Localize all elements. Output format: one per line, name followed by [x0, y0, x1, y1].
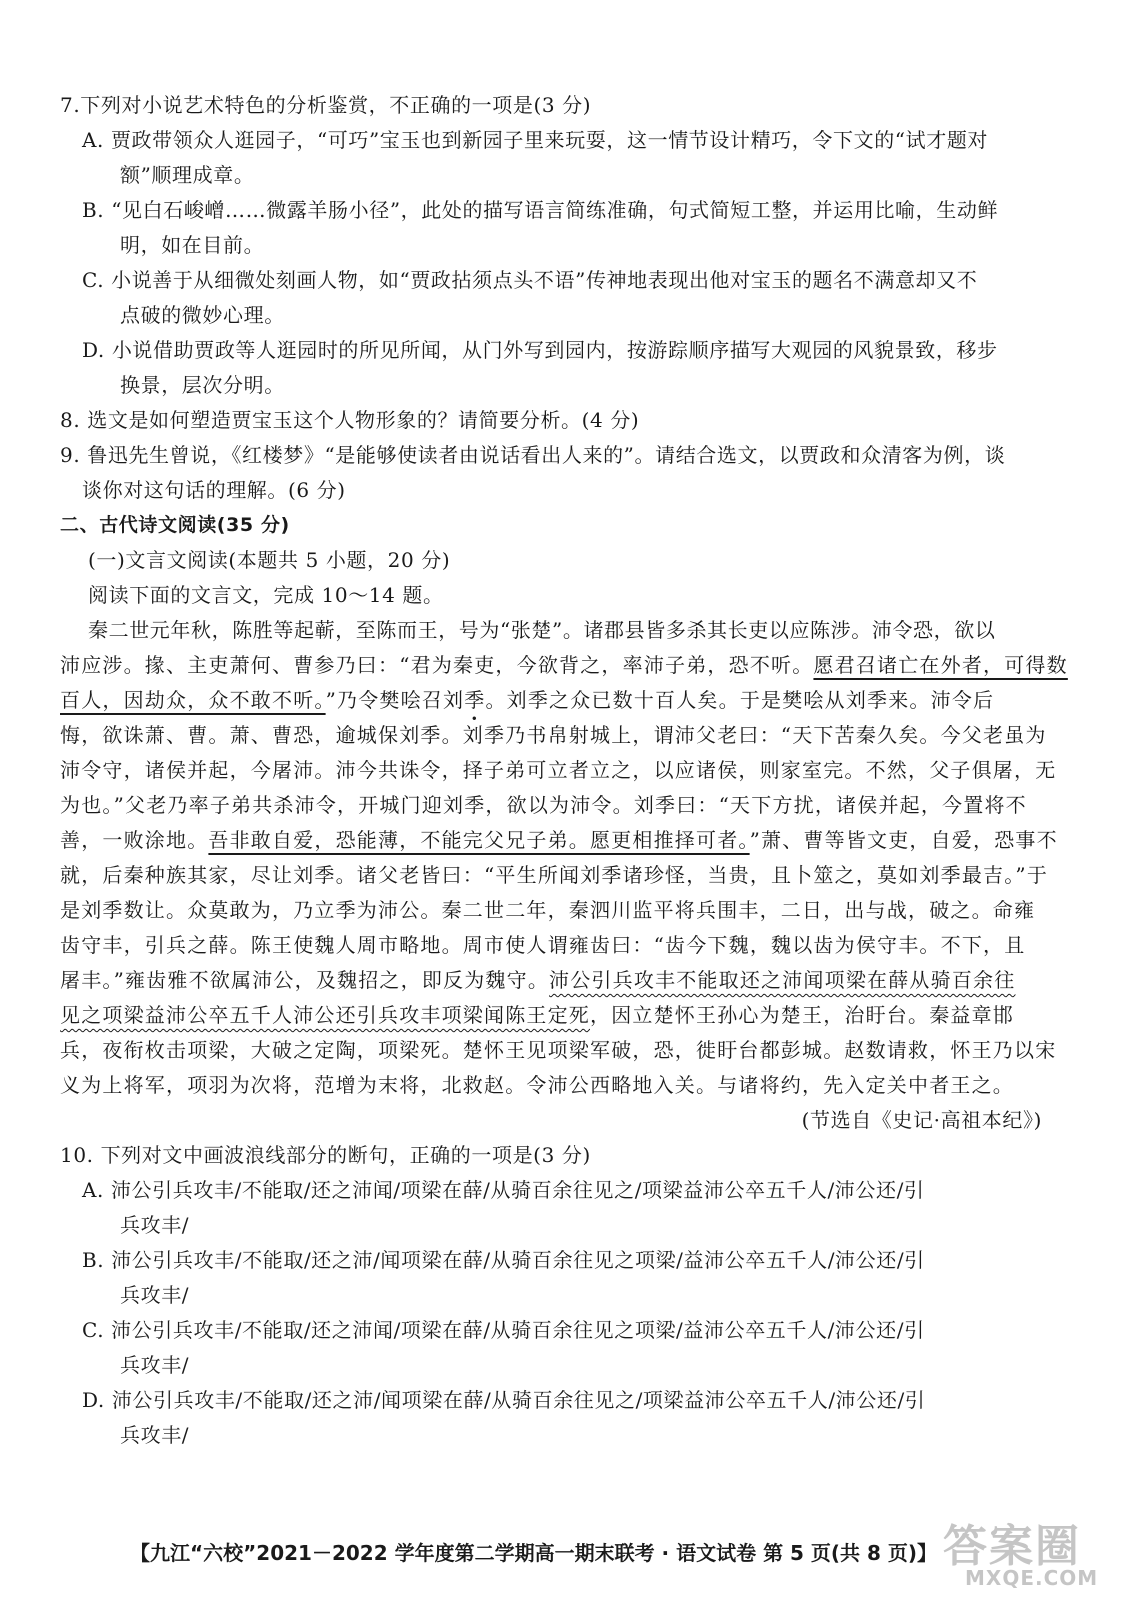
question-7-option-d: D. 小说借助贾政等人逛园时的所见所闻，从门外写到园内，按游踪顺序描写大观园的风貌景致，移步 [82, 338, 998, 362]
question-7-option-b-cont: 明，如在目前。 [120, 233, 265, 257]
watermark-text: 答案圈 [943, 1521, 1081, 1572]
reading-instruction: 阅读下面的文言文，完成 10～14 题。 [88, 583, 444, 607]
passage-line: 是刘季数让。众莫敢为，乃立季为沛公。秦二世二年，秦泗川监平将兵围丰，二日，出与战，破之。命雍 [60, 898, 1036, 922]
question-7-option-a-cont: 额”顺理成章。 [120, 163, 255, 187]
question-10-option-a-cont: 兵攻丰/ [120, 1213, 190, 1237]
question-8: 8. 选文是如何塑造贾宝玉这个人物形象的？请简要分析。(4 分) [60, 408, 640, 432]
question-7-option-c: C. 小说善于从细微处刻画人物，如“贾政拈须点头不语”传神地表现出他对宝玉的题名不满意却又不 [82, 268, 978, 292]
question-7-stem: 7.下列对小说艺术特色的分析鉴赏，不正确的一项是(3 分) [60, 93, 592, 117]
question-9: 9. 鲁迅先生曾说，《红楼梦》“是能够使读者由说话看出人来的”。请结合选文，以贾政和众清客为例，谈 [60, 443, 1006, 467]
question-7-option-d-cont: 换景，层次分明。 [120, 373, 285, 397]
wavy-underlined-text: 沛公引兵攻丰不能取还之沛闻项梁在薛从骑百余往 [549, 968, 1016, 992]
question-10-option-b-cont: 兵攻丰/ [120, 1283, 190, 1307]
question-10-option-c: C. 沛公引兵攻丰/不能取/还之沛闻/项梁在薛/从骑百余往见之项梁/益沛公卒五千人/沛公还/引 [82, 1318, 925, 1342]
question-10-option-d: D. 沛公引兵攻丰/不能取/还之沛/闻项梁在薛/从骑百余往见之/项梁益沛公卒五千人/沛公还/引 [82, 1388, 926, 1412]
subsection-heading: (一)文言文阅读(本题共 5 小题，20 分) [88, 548, 451, 572]
question-10-option-a: A. 沛公引兵攻丰/不能取/还之沛闻/项梁在薛/从骑百余往见之/项梁益沛公卒五千人/沛公还/引 [82, 1178, 925, 1202]
passage-line: 善，一败涂地。吾非敢自爱，恐能薄，不能完父兄子弟。愿更相推择可者。”萧、曹等皆文吏，自爱，恐事不 [60, 828, 1058, 852]
wavy-underlined-text: 见之项梁益沛公卒五千人沛公还引兵攻丰项梁闻陈王定死 [60, 1003, 590, 1027]
underlined-sentence: 愿君召诸亡在外者，可得数 [813, 653, 1068, 677]
page-footer [130, 1538, 1030, 1568]
underlined-sentence: 吾非敢自爱，恐能薄，不能完父兄子弟。愿更相推择可者。 [208, 828, 750, 852]
footer-right-bracket: 】 [917, 1541, 938, 1565]
passage-line: 悔，欲诛萧、曹。萧、曹恐，逾城保刘季。刘季乃书帛射城上，谓沛父老曰：“天下苦秦久矣。今父老虽为 [60, 723, 1047, 747]
passage-line: 百人，因劫众，众不敢不听。”乃令樊哙召刘季。刘季之众已数十百人矣。于是樊哙从刘季来。沛令后 [60, 688, 995, 712]
question-7-option-b: B. “见白石峻嶒……微露羊肠小径”，此处的描写语言简练准确，句式简短工整，并运用比喻，生动鲜 [82, 198, 999, 222]
passage-line: 沛令守，诸侯并起，今屠沛。沛今共诛令，择子弟可立者立之，以应诸侯，则家室完。不然，父子俱屠，无 [60, 758, 1057, 782]
dotted-character: 季 [464, 688, 486, 712]
question-7-option-c-cont: 点破的微妙心理。 [120, 303, 285, 327]
question-10-option-d-cont: 兵攻丰/ [120, 1423, 190, 1447]
underlined-sentence: 百人，因劫众，众不敢不听。 [60, 688, 326, 712]
passage-line: 屠丰。”雍齿雅不欲属沛公，及魏招之，即反为魏守。沛公引兵攻丰不能取还之沛闻项梁在薛从骑百余往 [60, 968, 1016, 992]
section-heading: 二、古代诗文阅读(35 分) [60, 514, 290, 536]
question-10-option-c-cont: 兵攻丰/ [120, 1353, 190, 1377]
passage-line: 齿守丰，引兵之薛。陈王使魏人周市略地。周市使人谓雍齿曰：“齿今下魏，魏以齿为侯守丰。不下，且 [60, 933, 1026, 957]
watermark-logo [935, 1510, 1125, 1595]
question-9-cont: 谈你对这句话的理解。(6 分) [82, 478, 346, 502]
passage-source: (节选自《史记·高祖本纪》) [801, 1108, 1042, 1132]
passage-line: 沛应涉。掾、主吏萧何、曹参乃曰：“君为秦吏，今欲背之，率沛子弟，恐不听。愿君召诸亡在外者，可得数 [60, 653, 1068, 677]
footer-text: 九江“六校”2021－2022 学年度第二学期高一期末联考 · 语文试卷 第 5 页(共 8 页) [150, 1541, 918, 1565]
question-10-option-b: B. 沛公引兵攻丰/不能取/还之沛/闻项梁在薛/从骑百余往见之项梁/益沛公卒五千人/沛公还/引 [82, 1248, 925, 1272]
passage-line: 秦二世元年秋，陈胜等起蕲，至陈而王，号为“张楚”。诸郡县皆多杀其长吏以应陈涉。沛令恐，欲以 [88, 618, 996, 642]
watermark-url: MXQE.COM [965, 1566, 1099, 1590]
passage-line: 为也。”父老乃率子弟共杀沛令，开城门迎刘季，欲以为沛令。刘季曰：“天下方扰，诸侯并起，今置将不 [60, 793, 1027, 817]
question-7-option-a: A. 贾政带领众人逛园子，“可巧”宝玉也到新园子里来玩耍，这一情节设计精巧，令下文的“试才题对 [82, 128, 989, 152]
passage-line: 见之项梁益沛公卒五千人沛公还引兵攻丰项梁闻陈王定死，因立楚怀王孙心为楚王，治盱台。秦益章邯 [60, 1003, 1014, 1027]
passage-line: 兵，夜衔枚击项梁，大破之定陶，项梁死。楚怀王见项梁军破，恐，徙盱台都彭城。赵数请救，怀王乃以宋 [60, 1038, 1057, 1062]
passage-line: 就，后秦种族其家，尽让刘季。诸父老皆曰：“平生所闻刘季诸珍怪，当贵，且卜筮之，莫如刘季最吉。”于 [60, 863, 1049, 887]
question-10-stem: 10. 下列对文中画波浪线部分的断句，正确的一项是(3 分) [60, 1143, 591, 1167]
passage-line: 义为上将军，项羽为次将，范增为末将，北救赵。令沛公西略地入关。与诸将约，先入定关中者王之。 [60, 1073, 1014, 1097]
footer-left-bracket: 【 [130, 1541, 150, 1565]
exam-page [60, 88, 1068, 1453]
